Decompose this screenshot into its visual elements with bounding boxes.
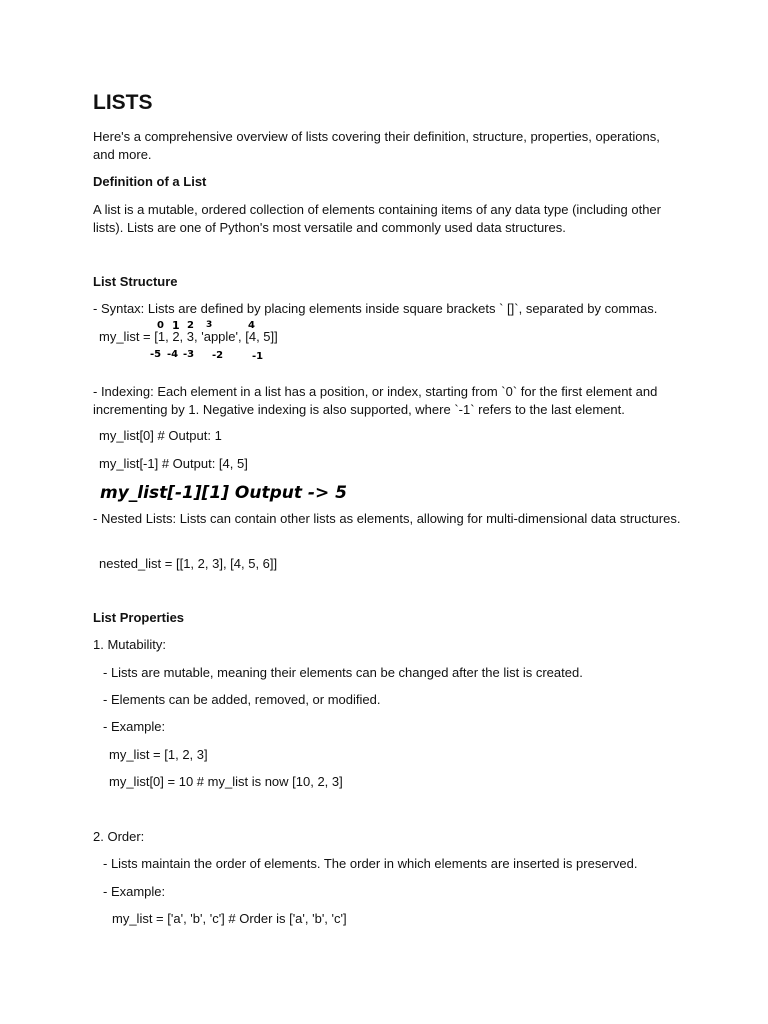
- index-code-2: my_list[-1] # Output: [4, 5]: [99, 456, 248, 471]
- indexing-paragraph: - Indexing: Each element in a list has a position, or index, starting from `0` for the first element and incrementing by 1. Negative indexing is also supported, where `-1` refers to the last element.: [93, 384, 658, 417]
- mutability-code: my_list = [1, 2, 3]: [109, 747, 208, 762]
- handwritten-index: 2: [187, 320, 194, 331]
- handwritten-index: -4: [167, 349, 179, 360]
- handwritten-index: -5: [150, 349, 162, 360]
- handwritten-note: my_list[-1][1] Output -> 5: [100, 483, 347, 503]
- mutability-item: - Example:: [103, 719, 166, 734]
- handwritten-index: 0: [157, 320, 164, 331]
- mutability-item: - Elements can be added, removed, or modified.: [103, 692, 381, 707]
- nested-paragraph: - Nested Lists: Lists can contain other lists as elements, allowing for multi-dimensional data structures.: [93, 511, 681, 526]
- mutability-item: - Lists are mutable, meaning their elements can be changed after the list is created.: [103, 665, 583, 680]
- handwritten-index: -1: [252, 351, 264, 362]
- structure-heading: List Structure: [93, 274, 178, 289]
- handwritten-index: 4: [248, 320, 255, 331]
- definition-heading: Definition of a List: [93, 174, 207, 189]
- order-code: my_list = ['a', 'b', 'c'] # Order is ['a', 'b', 'c']: [112, 911, 347, 926]
- syntax-code: my_list = [1, 2, 3, 'apple', [4, 5]]: [99, 329, 278, 344]
- page-title: LISTS: [93, 91, 153, 114]
- syntax-line: - Syntax: Lists are defined by placing elements inside square brackets ` []`, separated by commas.: [93, 301, 658, 316]
- handwritten-index: -3: [183, 349, 195, 360]
- handwritten-index: 3: [206, 320, 213, 330]
- mutability-heading: 1. Mutability:: [93, 637, 166, 652]
- order-item: - Example:: [103, 884, 166, 899]
- index-code-1: my_list[0] # Output: 1: [99, 428, 222, 443]
- order-item: - Lists maintain the order of elements. The order in which elements are inserted is preserved.: [103, 856, 638, 871]
- order-heading: 2. Order:: [93, 829, 145, 844]
- properties-heading: List Properties: [93, 610, 185, 625]
- intro-paragraph: Here's a comprehensive overview of lists covering their definition, structure, properties, operations, and more.: [93, 129, 660, 162]
- definition-paragraph: A list is a mutable, ordered collection of elements containing items of any data type (including other lists). Lists are one of Python's most versatile and commonly used data structures.: [93, 202, 661, 235]
- handwritten-index: -2: [212, 350, 224, 361]
- mutability-code: my_list[0] = 10 # my_list is now [10, 2, 3]: [109, 774, 343, 789]
- nested-code: nested_list = [[1, 2, 3], [4, 5, 6]]: [99, 556, 278, 571]
- handwritten-index: 1: [172, 319, 180, 332]
